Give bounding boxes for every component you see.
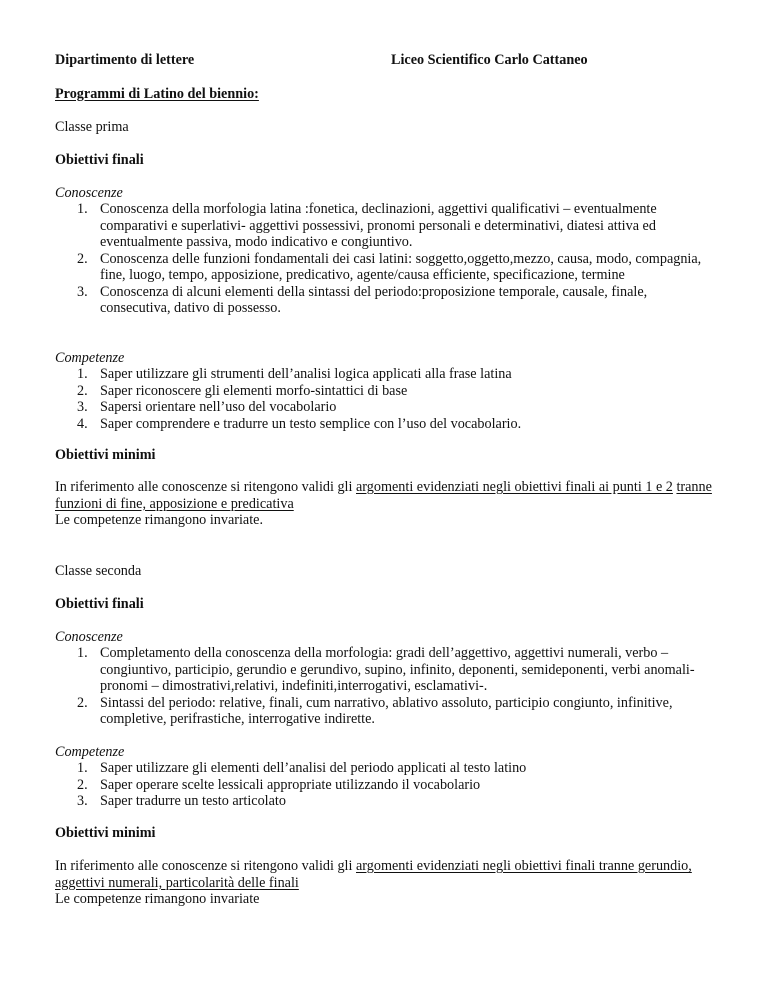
list-number: 1. xyxy=(77,645,88,661)
list-item xyxy=(55,695,720,728)
list-text: Completamento della conoscenza della morfologia: gradi dell’aggettivo, aggettivi numerali, verbo – congiuntivo, participio, gerundio e gerundivo, supino, infinito, deponenti, semideponenti, verbi anomali- pronomi – dimostrativi,relativi, indefiniti,interrogativi, esclamativi-. xyxy=(100,645,695,694)
list-text: Saper utilizzare gli elementi dell’analisi del periodo applicati al testo latino xyxy=(100,760,527,776)
list-number: 3. xyxy=(77,793,88,809)
subheading-competenze: Competenze xyxy=(55,744,125,760)
list-number: 2. xyxy=(77,250,88,267)
underlined-text: tranne funzioni di fine, apposizione e predicativa xyxy=(55,479,712,512)
closing-text: Le competenze rimangono invariate xyxy=(55,891,260,907)
list-text: Saper tradurre un testo articolato xyxy=(100,793,286,809)
list-text: Conoscenza della morfologia latina :fonetica, declinazioni, aggettivi qualificativi – eventualmente comparativi e superlativi- aggettivi possessivi, pronomi personali e determinativi, diatesi attiva ed eventualmente passiva, modo indicativo e congiuntivo. xyxy=(100,201,657,250)
list-item xyxy=(55,416,720,433)
list-text: Saper riconoscere gli elementi morfo-sintattici di base xyxy=(100,382,408,399)
list-number: 4. xyxy=(77,415,88,432)
list-item xyxy=(55,284,720,317)
obiettivi-minimi-paragraph xyxy=(55,858,720,908)
list-number: 3. xyxy=(77,399,88,415)
school-name: Liceo Scientifico Carlo Cattaneo xyxy=(391,52,588,68)
section-heading-obiettivi-finali: Obiettivi finali xyxy=(55,152,144,168)
list-item xyxy=(55,251,720,284)
closing-text: Le competenze rimangono invariate. xyxy=(55,512,263,528)
list-text: Saper operare scelte lessicali appropriate utilizzando il vocabolario xyxy=(100,776,481,793)
list-item xyxy=(55,645,720,695)
subheading-competenze: Competenze xyxy=(55,350,125,366)
underlined-text: argomenti evidenziati negli obiettivi finali ai punti 1 e 2 xyxy=(356,479,673,495)
subheading-conoscenze: Conoscenze xyxy=(55,185,123,201)
list-text: Saper utilizzare gli strumenti dell’analisi logica applicati alla frase latina xyxy=(100,366,512,382)
list-number: 1. xyxy=(77,201,88,217)
list-item xyxy=(55,383,720,400)
obiettivi-minimi-paragraph xyxy=(55,479,720,529)
section-heading-obiettivi-minimi: Obiettivi minimi xyxy=(55,447,156,463)
list-number: 1. xyxy=(77,366,88,382)
list-item xyxy=(55,777,720,794)
list-number: 1. xyxy=(77,760,88,776)
list-number: 2. xyxy=(77,776,88,793)
page-title: Programmi di Latino del biennio: xyxy=(55,86,259,102)
class-label: Classe prima xyxy=(55,119,129,135)
paragraph-text: In riferimento alle conoscenze si ritengono validi gli xyxy=(55,479,356,495)
list-item xyxy=(55,793,720,810)
list-text: Sintassi del periodo: relative, finali, cum narrativo, ablativo assoluto, participio congiunto, infinitive, completive, perifrastiche, interrogative indirette. xyxy=(100,694,673,727)
conoscenze-list xyxy=(55,201,720,317)
list-number: 2. xyxy=(77,694,88,711)
subheading-conoscenze: Conoscenze xyxy=(55,629,123,645)
section-heading-obiettivi-minimi: Obiettivi minimi xyxy=(55,825,156,841)
department-label: Dipartimento di lettere xyxy=(55,52,195,68)
list-item xyxy=(55,399,720,416)
list-item xyxy=(55,201,720,251)
list-text: Saper comprendere e tradurre un testo semplice con l’uso del vocabolario. xyxy=(100,415,522,432)
list-item xyxy=(55,366,720,383)
list-text: Sapersi orientare nell’uso del vocabolario xyxy=(100,399,337,415)
paragraph-text: In riferimento alle conoscenze si ritengono validi gli xyxy=(55,858,356,874)
class-label: Classe seconda xyxy=(55,563,142,579)
underlined-text: argomenti evidenziati negli obiettivi finali tranne gerundio, aggettivi numerali, particolarità delle finali xyxy=(55,858,692,891)
list-text: Conoscenza di alcuni elementi della sintassi del periodo:proposizione temporale, causale, finale, consecutiva, dativo di possesso. xyxy=(100,283,648,316)
section-heading-obiettivi-finali: Obiettivi finali xyxy=(55,596,144,612)
competenze-list xyxy=(55,366,720,432)
list-item xyxy=(55,760,720,777)
list-number: 3. xyxy=(77,283,88,300)
conoscenze-list xyxy=(55,645,720,728)
list-text: Conoscenza delle funzioni fondamentali dei casi latini: soggetto,oggetto,mezzo, causa, modo, compagnia, fine, luogo, tempo, apposizione, predicativo, agente/causa efficiente, specificazione, termine xyxy=(100,250,702,283)
list-number: 2. xyxy=(77,382,88,399)
competenze-list xyxy=(55,760,720,810)
